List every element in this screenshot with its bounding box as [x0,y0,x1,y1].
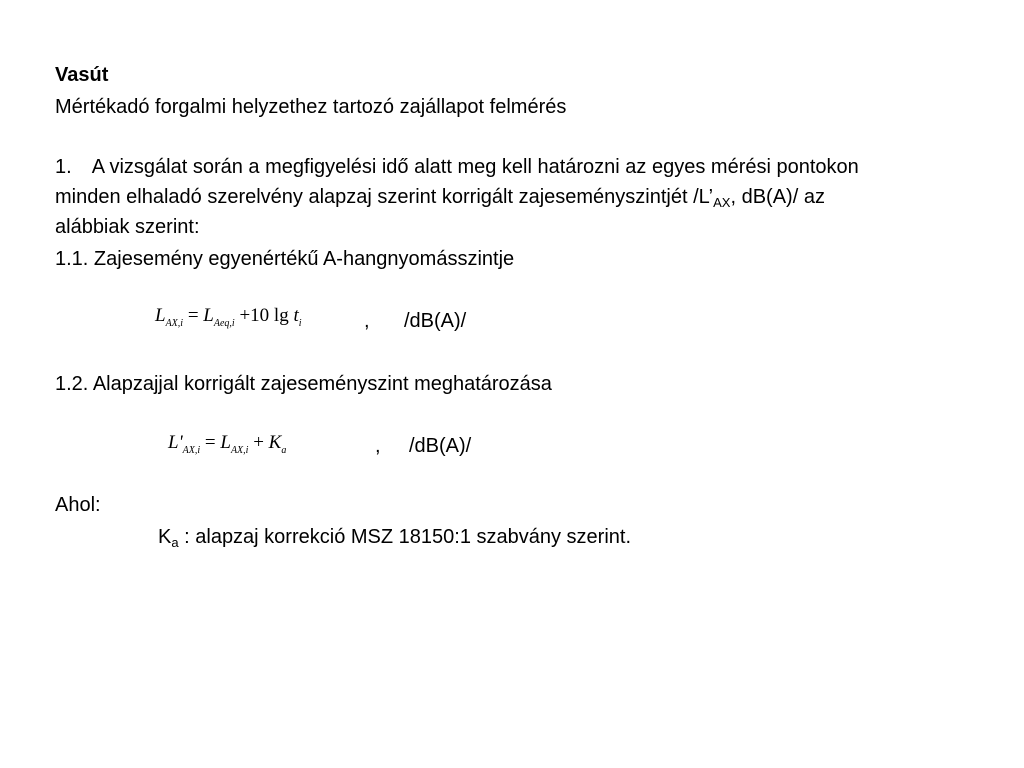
section-1-1-title: 1.1. Zajesemény egyenértékű A-hangnyomásszintje [55,248,515,270]
formula-1-comma: , [364,310,370,332]
formula-2-lhs: L' [168,432,183,453]
formula-2-comma: , [375,435,381,457]
item-1-text-2-sub: AX [713,195,731,210]
formula-2-term-2-sub: a [281,445,287,456]
legend-item [158,526,632,550]
item-1-text-2-pre: minden elhaladó szerelvény alapzaj szerint korrigált zajeseményszintjét /L’ [55,186,714,208]
formula-2-eq: = [200,432,221,453]
formula-2-lhs-sub: AX,i [182,445,201,456]
item-1-line-1 [55,157,859,177]
section-1-2-title: 1.2. Alapzajjal korrigált zajeseményszint meghatározása [55,373,552,395]
item-1-number: 1. [55,156,72,178]
legend-description: : alapzaj korrekció MSZ 18150:1 szabvány szerint. [178,526,632,548]
formula-2-unit: /dB(A)/ [409,435,472,457]
formula-1-term-2: t [288,305,299,326]
legend-symbol: K [158,526,172,548]
formula-1-term-1-sub: Aeq,i [213,318,235,329]
formula-1-eq: = [183,305,204,326]
formula-1-plus: + [234,305,251,326]
formula-1-coef: 10 lg [250,305,289,326]
formula-2-plus: + [248,432,269,453]
formula-1-lhs: L [155,305,166,326]
formula-1-lhs-sub: AX,i [165,318,184,329]
formula-1-unit: /dB(A)/ [404,310,467,332]
formula-1-term-1: L [203,305,214,326]
formula-2 [168,432,286,454]
formula-2-term-2: K [268,432,282,453]
heading: Vasút [55,64,109,86]
formula-2-term-1-sub: AX,i [230,445,249,456]
legend-symbol-sub: a [171,535,179,550]
item-1-line-2 [55,186,825,210]
item-1-line-3: alábbiak szerint: [55,216,200,238]
formula-1-term-2-sub: i [298,318,302,329]
formula-1 [155,305,302,327]
item-1-text-1: A vizsgálat során a megfigyelési idő alatt meg kell határozni az egyes mérési pontokon [91,156,859,178]
subheading: Mértékadó forgalmi helyzethez tartozó zajállapot felmérés [55,96,567,118]
formula-2-term-1: L [220,432,231,453]
item-1-text-2-post: , dB(A)/ az [730,186,825,208]
legend-label: Ahol: [55,494,101,516]
